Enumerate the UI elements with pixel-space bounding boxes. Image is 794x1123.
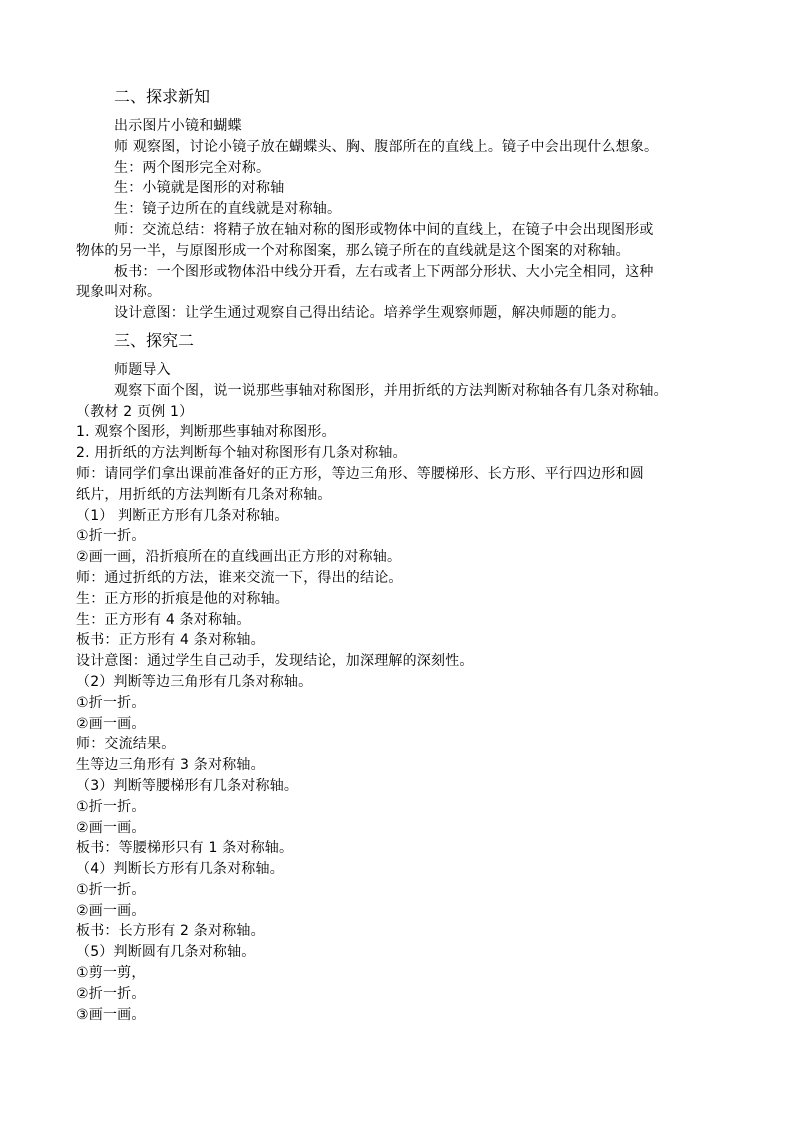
list-item: ②折一折。 <box>76 985 146 1002</box>
paragraph-line: 物体的另一半，与原图形成一个对称图案，那么镜子所在的直线就是这个图案的对称轴。 <box>76 242 630 259</box>
list-item: ①折一折。 <box>76 798 146 815</box>
sub-step-heading: （2）判断等边三角形有几条对称轴。 <box>76 673 313 690</box>
paragraph-line: 师 观察图，讨论小镜子放在蝴蝶头、胸、腹部所在的直线上。镜子中会出现什么想象。 <box>114 138 659 155</box>
list-item: ③画一画。 <box>76 1006 146 1023</box>
paragraph-line: 纸片，用折纸的方法判断有几条对称轴。 <box>76 486 332 503</box>
paragraph-line: 生：小镜就是图形的对称轴 <box>114 180 285 197</box>
paragraph-line: 板书：正方形有 4 条对称轴。 <box>76 632 265 649</box>
list-item: ①折一折。 <box>76 528 146 545</box>
sub-step-heading: （5）判断圆有几条对称轴。 <box>76 944 256 961</box>
paragraph-line: （教材 2 页例 1） <box>76 403 194 420</box>
paragraph-line: 出示图片小镜和蝴蝶 <box>114 118 242 134</box>
paragraph-line: 设计意图：让学生通过观察自己得出结论。培养学生观察师题，解决师题的能力。 <box>114 305 626 322</box>
paragraph-line: 观察下面个图，说一说那些事轴对称图形，并用折纸的方法判断对称轴各有几条对称轴。 <box>114 382 668 399</box>
sub-step-heading: （3）判断等腰梯形有几条对称轴。 <box>76 777 299 794</box>
paragraph-line: 板书：等腰梯形只有 1 条对称轴。 <box>76 840 294 857</box>
paragraph-line: 师：交流结果。 <box>76 736 176 753</box>
section-heading-explore-two: 三、探究二 <box>114 330 195 350</box>
paragraph-line: 生：正方形有 4 条对称轴。 <box>76 611 251 628</box>
paragraph-line: 板书：长方形有 2 条对称轴。 <box>76 923 265 940</box>
paragraph-line: 板书：一个图形或物体沿中线分开看，左右或者上下两部分形状、大小完全相同，这种 <box>114 263 654 280</box>
list-item: ②画一画。 <box>76 715 146 732</box>
sub-step-heading: （4）判断长方形有几条对称轴。 <box>76 861 284 878</box>
paragraph-line: 师：交流总结：将精子放在轴对称的图形或物体中间的直线上，在镜子中会出现图形或 <box>114 221 654 238</box>
paragraph-line: 生等边三角形有 3 条对称轴。 <box>76 757 265 774</box>
paragraph-line: 师题导入 <box>114 361 171 378</box>
paragraph-line: 师：请同学们拿出课前准备好的正方形，等边三角形、等腰梯形、长方形、平行四边形和圆 <box>76 465 644 482</box>
list-item: ②画一画。 <box>76 819 146 836</box>
paragraph-line: 生：正方形的折痕是他的对称轴。 <box>76 590 289 607</box>
section-heading-explore-new: 二、探求新知 <box>114 87 211 106</box>
sub-step-heading: （1） 判断正方形有几条对称轴。 <box>76 507 289 524</box>
list-item: ②画一画，沿折痕所在的直线画出正方形的对称轴。 <box>76 549 402 566</box>
list-item: ①剪一剪， <box>76 965 146 982</box>
paragraph-line: 师：通过折纸的方法，谁来交流一下，得出的结论。 <box>76 569 403 586</box>
paragraph-line: 现象叫对称。 <box>76 284 162 301</box>
paragraph-line: 设计意图：通过学生自己动手，发现结论，加深理解的深刻性。 <box>76 653 474 670</box>
list-item: ①折一折。 <box>76 881 146 898</box>
list-item: 1. 观察个图形，判断那些事轴对称图形。 <box>76 424 336 441</box>
list-item: 2. 用折纸的方法判断每个轴对称图形有几条对称轴。 <box>76 445 407 462</box>
document-body <box>76 84 726 1025</box>
paragraph-line: 生：镜子边所在的直线就是对称轴。 <box>114 201 342 218</box>
paragraph-line: 生：两个图形完全对称。 <box>114 159 271 176</box>
list-item: ②画一画。 <box>76 902 146 919</box>
list-item: ①折一折。 <box>76 694 146 711</box>
